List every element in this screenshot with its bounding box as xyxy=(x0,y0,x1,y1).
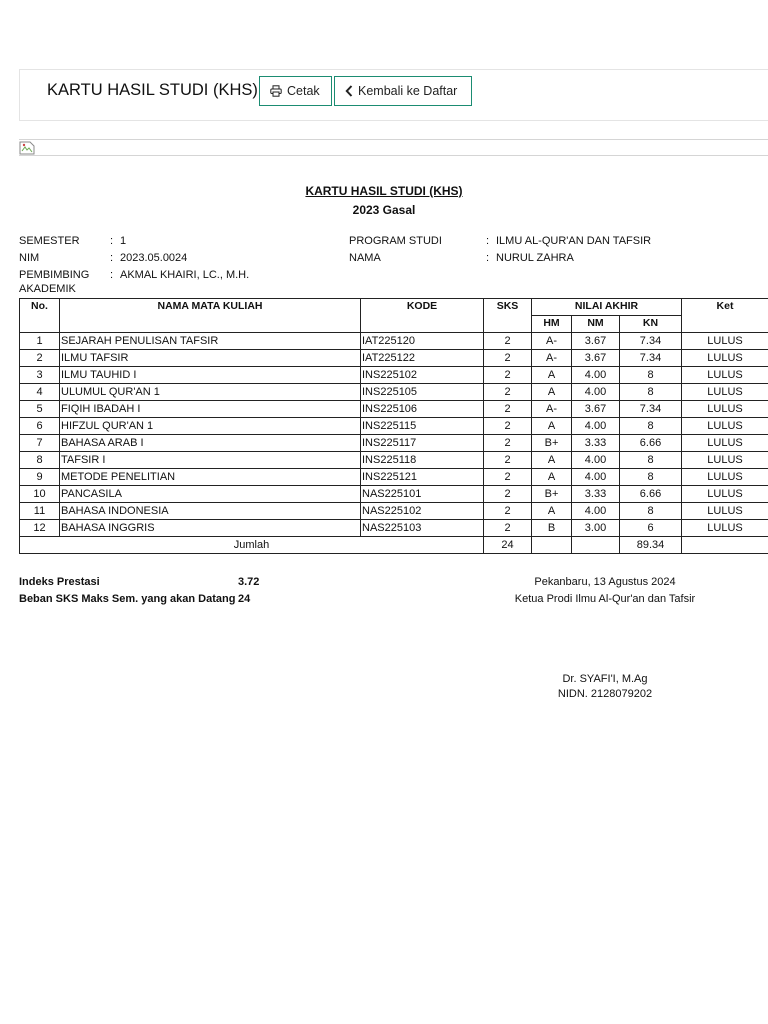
cell-note: LULUS xyxy=(682,469,768,486)
colon: : xyxy=(110,269,114,281)
signature-position: Ketua Prodi Ilmu Al-Qur'an dan Tafsir xyxy=(514,593,696,605)
cell-no: 7 xyxy=(20,435,60,452)
header-course-name: NAMA MATA KULIAH xyxy=(60,299,361,333)
header-nm: NM xyxy=(572,316,620,333)
table-row xyxy=(20,350,768,367)
table-row xyxy=(20,333,768,350)
cell-credits: 2 xyxy=(484,520,532,537)
table-row xyxy=(20,469,768,486)
header-no: No. xyxy=(20,299,60,333)
gpa-label: Indeks Prestasi xyxy=(19,576,100,588)
signature-name: Dr. SYAFI'I, M.Ag xyxy=(562,673,648,685)
grades-table xyxy=(19,298,768,554)
cell-credits: 2 xyxy=(484,384,532,401)
cell-credits: 2 xyxy=(484,333,532,350)
cell-note: LULUS xyxy=(682,350,768,367)
cell-hm: B+ xyxy=(532,435,572,452)
table-row xyxy=(20,418,768,435)
cell-hm: A- xyxy=(532,350,572,367)
cell-course: METODE PENELITIAN xyxy=(60,469,361,486)
cell-credits: 2 xyxy=(484,350,532,367)
nim-label: NIM xyxy=(19,252,40,264)
total-credits: 24 xyxy=(484,537,532,554)
cell-note: LULUS xyxy=(682,486,768,503)
header-note: Ket xyxy=(682,299,768,333)
cell-course: ILMU TAFSIR xyxy=(60,350,361,367)
cell-note: LULUS xyxy=(682,384,768,401)
cell-note: LULUS xyxy=(682,503,768,520)
total-note xyxy=(682,537,768,554)
cell-nm: 4.00 xyxy=(572,367,620,384)
cell-code: INS225105 xyxy=(361,384,484,401)
colon: : xyxy=(486,252,490,264)
gpa-value: 3.72 xyxy=(238,576,260,588)
name-label: NAMA xyxy=(349,252,381,264)
table-row xyxy=(20,452,768,469)
cell-kn: 8 xyxy=(620,452,682,469)
cell-no: 3 xyxy=(20,367,60,384)
cell-nm: 3.33 xyxy=(572,486,620,503)
advisor-label-line1: PEMBIMBING xyxy=(19,269,90,281)
cell-course: FIQIH IBADAH I xyxy=(60,401,361,418)
cell-hm: A xyxy=(532,452,572,469)
cell-course: BAHASA INGGRIS xyxy=(60,520,361,537)
cell-hm: A- xyxy=(532,401,572,418)
cell-no: 12 xyxy=(20,520,60,537)
cell-credits: 2 xyxy=(484,401,532,418)
cell-hm: A xyxy=(532,367,572,384)
cell-credits: 2 xyxy=(484,503,532,520)
cell-nm: 3.67 xyxy=(572,350,620,367)
cell-kn: 6.66 xyxy=(620,435,682,452)
cell-hm: A- xyxy=(532,333,572,350)
table-row xyxy=(20,367,768,384)
cell-code: INS225121 xyxy=(361,469,484,486)
printer-icon xyxy=(270,85,282,97)
total-nm xyxy=(572,537,620,554)
cell-code: NAS225102 xyxy=(361,503,484,520)
cell-course: BAHASA INDONESIA xyxy=(60,503,361,520)
total-hm xyxy=(532,537,572,554)
cell-note: LULUS xyxy=(682,452,768,469)
cell-hm: B xyxy=(532,520,572,537)
advisor-label xyxy=(19,268,89,296)
cell-hm: A xyxy=(532,418,572,435)
cell-course: HIFZUL QUR'AN 1 xyxy=(60,418,361,435)
print-button-label: Cetak xyxy=(287,84,320,98)
cell-no: 8 xyxy=(20,452,60,469)
total-label: Jumlah xyxy=(20,537,484,554)
cell-course: SEJARAH PENULISAN TAFSIR xyxy=(60,333,361,350)
program-value: ILMU AL-QUR'AN DAN TAFSIR xyxy=(496,235,652,247)
cell-credits: 2 xyxy=(484,452,532,469)
total-row xyxy=(20,537,768,554)
table-row xyxy=(20,435,768,452)
chevron-left-icon xyxy=(345,85,353,97)
back-button-label: Kembali ke Daftar xyxy=(358,84,458,98)
cell-credits: 2 xyxy=(484,486,532,503)
cell-note: LULUS xyxy=(682,367,768,384)
cell-no: 6 xyxy=(20,418,60,435)
max-credits-label: Beban SKS Maks Sem. yang akan Datang xyxy=(19,593,236,605)
cell-kn: 8 xyxy=(620,384,682,401)
cell-no: 1 xyxy=(20,333,60,350)
cell-hm: A xyxy=(532,469,572,486)
cell-kn: 8 xyxy=(620,418,682,435)
table-row xyxy=(20,486,768,503)
cell-no: 11 xyxy=(20,503,60,520)
colon: : xyxy=(486,235,490,247)
document-title: KARTU HASIL STUDI (KHS) xyxy=(305,184,463,198)
program-label: PROGRAM STUDI xyxy=(349,235,442,247)
cell-code: INS225117 xyxy=(361,435,484,452)
cell-code: NAS225103 xyxy=(361,520,484,537)
cell-code: INS225115 xyxy=(361,418,484,435)
cell-course: PANCASILA xyxy=(60,486,361,503)
cell-note: LULUS xyxy=(682,401,768,418)
cell-course: BAHASA ARAB I xyxy=(60,435,361,452)
cell-no: 4 xyxy=(20,384,60,401)
total-kn: 89.34 xyxy=(620,537,682,554)
print-button[interactable] xyxy=(259,76,332,106)
back-to-list-button[interactable] xyxy=(334,76,472,106)
header-kn: KN xyxy=(620,316,682,333)
cell-kn: 7.34 xyxy=(620,401,682,418)
cell-code: INS225106 xyxy=(361,401,484,418)
cell-nm: 3.00 xyxy=(572,520,620,537)
header-hm: HM xyxy=(532,316,572,333)
cell-note: LULUS xyxy=(682,333,768,350)
header-final-grade: NILAI AKHIR xyxy=(532,299,682,316)
semester-value: 1 xyxy=(120,235,127,247)
cell-hm: A xyxy=(532,384,572,401)
grade-rows xyxy=(20,333,768,537)
document-period: 2023 Gasal xyxy=(352,203,416,217)
header-credits: SKS xyxy=(484,299,532,333)
cell-credits: 2 xyxy=(484,418,532,435)
signature-place-date: Pekanbaru, 13 Agustus 2024 xyxy=(534,576,676,588)
cell-note: LULUS xyxy=(682,418,768,435)
cell-note: LULUS xyxy=(682,435,768,452)
page-title: KARTU HASIL STUDI (KHS) xyxy=(47,81,258,99)
colon: : xyxy=(110,235,114,247)
cell-hm: B+ xyxy=(532,486,572,503)
cell-nm: 3.67 xyxy=(572,333,620,350)
header-code: KODE xyxy=(361,299,484,333)
cell-kn: 8 xyxy=(620,503,682,520)
signature-nidn: NIDN. 2128079202 xyxy=(557,688,653,700)
cell-kn: 6.66 xyxy=(620,486,682,503)
cell-code: INS225102 xyxy=(361,367,484,384)
cell-kn: 7.34 xyxy=(620,350,682,367)
header-card xyxy=(19,69,768,121)
cell-credits: 2 xyxy=(484,435,532,452)
cell-credits: 2 xyxy=(484,367,532,384)
cell-nm: 4.00 xyxy=(572,503,620,520)
nim-value: 2023.05.0024 xyxy=(120,252,188,264)
cell-credits: 2 xyxy=(484,469,532,486)
cell-no: 10 xyxy=(20,486,60,503)
cell-nm: 4.00 xyxy=(572,452,620,469)
cell-course: ULUMUL QUR'AN 1 xyxy=(60,384,361,401)
cell-kn: 8 xyxy=(620,469,682,486)
table-row xyxy=(20,520,768,537)
cell-no: 2 xyxy=(20,350,60,367)
cell-no: 5 xyxy=(20,401,60,418)
cell-no: 9 xyxy=(20,469,60,486)
cell-code: NAS225101 xyxy=(361,486,484,503)
table-row xyxy=(20,401,768,418)
advisor-label-line2: AKADEMIK xyxy=(19,283,76,295)
cell-course: ILMU TAUHID I xyxy=(60,367,361,384)
colon: : xyxy=(110,252,114,264)
advisor-value: AKMAL KHAIRI, LC., M.H. xyxy=(120,269,250,281)
max-credits-value: 24 xyxy=(238,593,251,605)
logo-strip xyxy=(19,139,768,156)
cell-nm: 3.33 xyxy=(572,435,620,452)
semester-label: SEMESTER xyxy=(19,235,80,247)
cell-nm: 3.67 xyxy=(572,401,620,418)
cell-kn: 6 xyxy=(620,520,682,537)
cell-code: INS225118 xyxy=(361,452,484,469)
cell-kn: 7.34 xyxy=(620,333,682,350)
cell-code: IAT225120 xyxy=(361,333,484,350)
name-value: NURUL ZAHRA xyxy=(496,252,574,264)
cell-nm: 4.00 xyxy=(572,469,620,486)
table-row xyxy=(20,503,768,520)
table-row xyxy=(20,384,768,401)
cell-kn: 8 xyxy=(620,367,682,384)
cell-note: LULUS xyxy=(682,520,768,537)
cell-nm: 4.00 xyxy=(572,384,620,401)
cell-course: TAFSIR I xyxy=(60,452,361,469)
cell-code: IAT225122 xyxy=(361,350,484,367)
cell-nm: 4.00 xyxy=(572,418,620,435)
broken-image-icon xyxy=(19,141,35,155)
cell-hm: A xyxy=(532,503,572,520)
